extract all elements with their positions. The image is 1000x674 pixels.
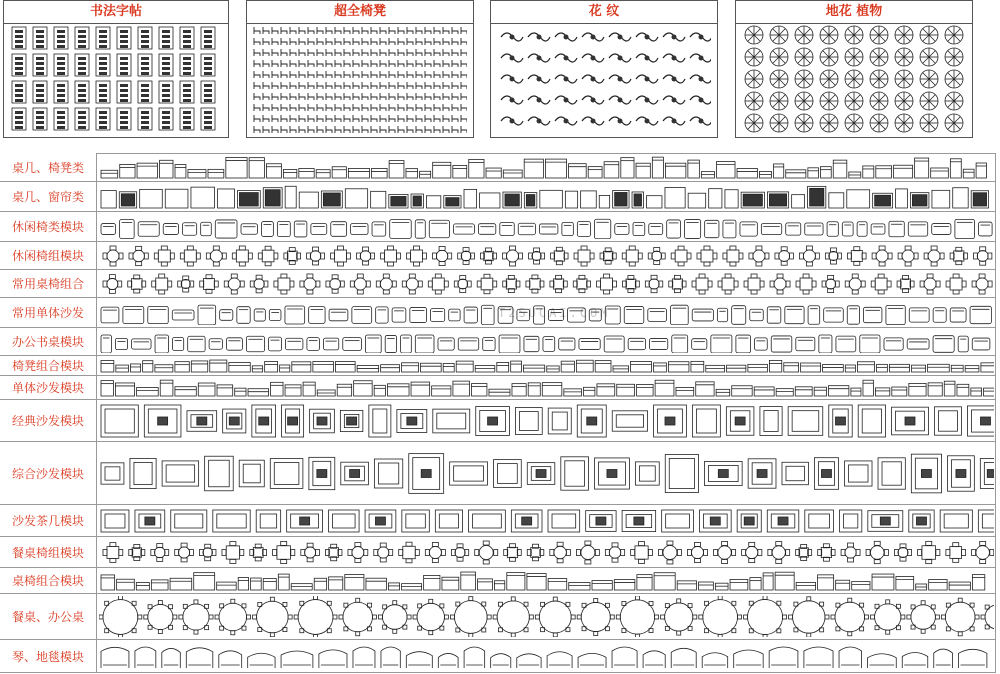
row-label: 综合沙发模块 [0, 442, 97, 504]
catalog-row [0, 298, 996, 328]
catalog-row [0, 212, 996, 242]
catalog-row [0, 537, 996, 568]
row-art [99, 330, 996, 353]
row-art [99, 244, 996, 267]
row-label: 桌几、窗帘类 [0, 182, 97, 211]
chair-thumbnails [253, 25, 467, 133]
row-art [99, 444, 996, 502]
watermark: T2SUCAI.COM [498, 306, 611, 320]
row-art [99, 402, 996, 439]
catalog-row [0, 505, 996, 537]
row-thumbnails [99, 444, 994, 502]
row-art [99, 214, 996, 239]
row-thumbnails [99, 570, 994, 591]
panel-chairs [246, 0, 474, 138]
row-label: 桌几、椅凳类 [0, 153, 97, 181]
row-label: 休闲椅类模块 [0, 212, 97, 241]
row-label: 休闲椅组模块 [0, 242, 97, 269]
panel-plants [735, 0, 973, 138]
row-thumbnails [99, 507, 994, 534]
row-label: 椅凳组合模块 [0, 356, 97, 375]
row-thumbnails [99, 155, 994, 179]
panel-calligraphy [3, 0, 229, 138]
row-art [99, 272, 996, 295]
row-label: 单体沙发模块 [0, 376, 97, 399]
catalog-row [0, 328, 996, 356]
catalog-row [0, 376, 996, 400]
row-art [99, 184, 996, 209]
row-thumbnails [99, 330, 994, 353]
panel-title: 花 纹 [491, 1, 717, 24]
row-thumbnails [99, 642, 994, 670]
catalog-row [0, 442, 996, 505]
row-label: 常用单体沙发 [0, 298, 97, 327]
ornament-thumbnails [497, 25, 711, 133]
catalog-row [0, 242, 996, 270]
row-art [99, 596, 996, 637]
panel-title: 超全椅凳 [247, 1, 473, 24]
panel-art [497, 25, 711, 133]
row-art [99, 642, 996, 670]
row-thumbnails [99, 244, 994, 267]
row-thumbnails [99, 300, 994, 325]
row-art [99, 570, 996, 591]
catalog-row [0, 400, 996, 442]
row-label: 餐桌、办公桌 [0, 594, 97, 639]
row-label: 经典沙发模块 [0, 400, 97, 441]
row-label: 餐桌椅组模块 [0, 537, 97, 567]
row-label: 桌椅组合模块 [0, 568, 97, 593]
panel-title: 地花 植物 [736, 1, 972, 24]
row-thumbnails [99, 272, 994, 295]
row-art [99, 358, 996, 373]
panel-art [742, 25, 966, 133]
catalog-row [0, 182, 996, 212]
calligraphy-thumbnails [10, 25, 222, 133]
catalog-row [0, 640, 996, 673]
row-label: 琴、地毯模块 [0, 640, 97, 672]
row-label: 沙发茶几模块 [0, 505, 97, 536]
row-thumbnails [99, 358, 994, 373]
catalog-row [0, 568, 996, 594]
panel-art [253, 25, 467, 133]
row-thumbnails [99, 378, 994, 397]
panel-art [10, 25, 222, 133]
catalog-row [0, 270, 996, 298]
panel-ornaments [490, 0, 718, 138]
row-art [99, 300, 996, 325]
panel-title: 书法字帖 [4, 1, 228, 24]
row-label: 办公书桌模块 [0, 328, 97, 355]
plant-thumbnails [742, 25, 966, 133]
row-art [99, 539, 996, 565]
catalog-row [0, 356, 996, 376]
row-art [99, 507, 996, 534]
row-label: 常用桌椅组合 [0, 270, 97, 297]
catalog-row [0, 594, 996, 640]
row-thumbnails [99, 402, 994, 439]
row-thumbnails [99, 184, 994, 209]
row-art [99, 378, 996, 397]
row-thumbnails [99, 596, 994, 637]
catalog-row [0, 153, 996, 182]
row-thumbnails [99, 539, 994, 565]
row-thumbnails [99, 214, 994, 239]
row-art [99, 155, 996, 179]
